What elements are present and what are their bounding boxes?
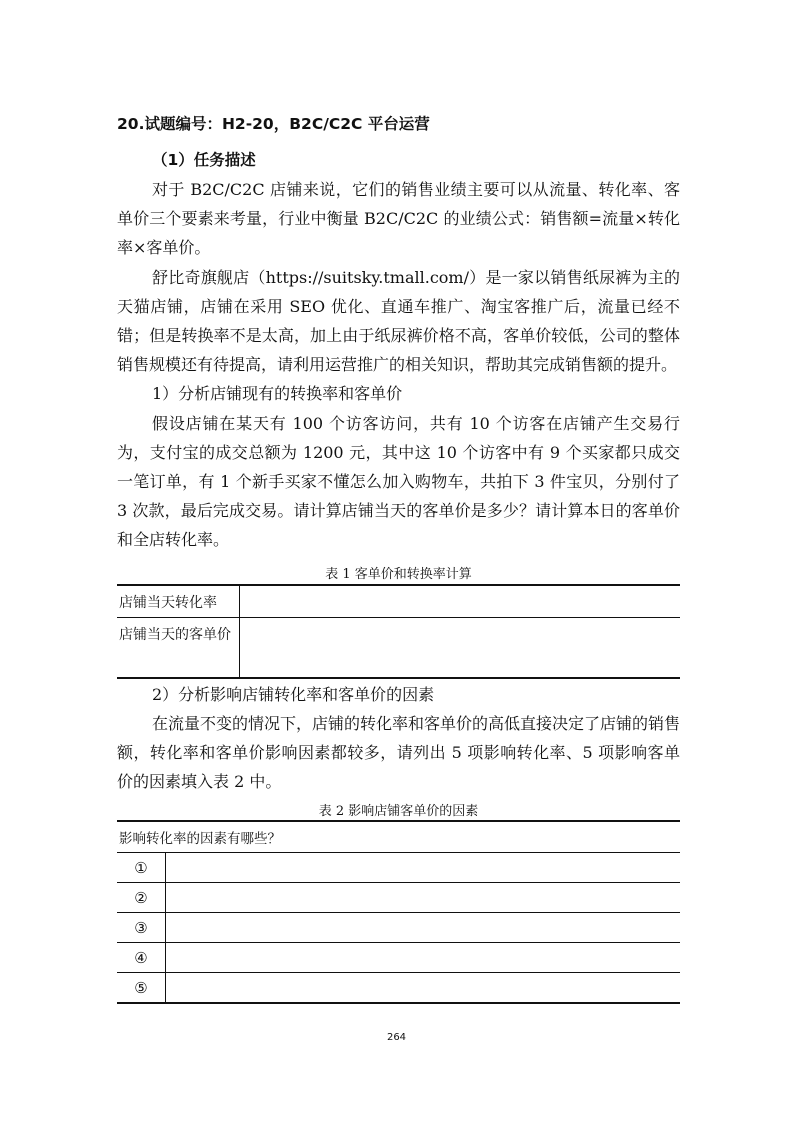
shop-paragraph: 舒比奇旗舰店（https://suitsky.tmall.com/）是一家以销售纸尿裤为主的天猫店铺，店铺在采用 SEO 优化、直通车推广、淘宝客推广后，流量已经不错；但是转换率不是太高，加上由于纸尿裤价格不高，客单价较低，公司的整体销售规模还有待提高，请利用运营推广的相关知识，帮助其完成销售额的提升。 — [117, 268, 680, 374]
table2-answer-cell[interactable] — [166, 943, 681, 973]
intro-paragraph: 对于 B2C/C2C 店铺来说，它们的销售业绩主要可以从流量、转化率、客单价三个要素来考量，行业中衡量 B2C/C2C 的业绩公式：销售额=流量×转化率×客单价。 — [117, 180, 680, 257]
table2-num: ③ — [117, 913, 166, 943]
table1-label-aov: 店铺当天的客单价 — [117, 618, 240, 678]
scenario-paragraph: 假设店铺在某天有 100 个访客访问，共有 10 个访客在店铺产生交易行为，支付宝的成交总额为 1200 元，其中这 10 个访客中有 9 个买家都只成交一笔订单，有 1 个新手买家不懂怎么加入购物车，共拍下 3 件宝贝，分别付了 3 次款，最后完成交易。请计算店铺当天的客单价是多少？请计算本日的客单价和全店转化率。 — [117, 414, 680, 549]
question-heading: 20.试题编号：H2-20，B2C/C2C 平台运营 — [117, 115, 430, 133]
subtask-1-title: 1）分析店铺现有的转换率和客单价 — [152, 384, 403, 403]
table2-row — [117, 853, 680, 883]
table2-header-row — [117, 821, 680, 853]
table2-row — [117, 913, 680, 943]
table2-answer-cell[interactable] — [166, 973, 681, 1004]
table2-num: ⑤ — [117, 973, 166, 1004]
table2-num: ④ — [117, 943, 166, 973]
table2-factors — [117, 820, 680, 1004]
table2-answer-cell[interactable] — [166, 883, 681, 913]
table1-answer-conversion[interactable] — [240, 585, 681, 618]
table2-row — [117, 973, 680, 1004]
table2-answer-cell[interactable] — [166, 913, 681, 943]
task-description-title: （1）任务描述 — [152, 151, 256, 169]
table1-label-conversion: 店铺当天转化率 — [117, 585, 240, 618]
table2-header: 影响转化率的因素有哪些？ — [117, 821, 680, 853]
table2-answer-cell[interactable] — [166, 853, 681, 883]
table1-row-aov — [117, 618, 680, 678]
table1-row-conversion — [117, 585, 680, 618]
table1-conversion-aov — [117, 584, 680, 679]
table1-caption: 表 1 客单价和转换率计算 — [325, 567, 472, 582]
table1-answer-aov[interactable] — [240, 618, 681, 678]
table2-num: ② — [117, 883, 166, 913]
table2-caption: 表 2 影响店铺客单价的因素 — [318, 804, 479, 819]
factors-paragraph: 在流量不变的情况下，店铺的转化率和客单价的高低直接决定了店铺的销售额，转化率和客单价影响因素都较多，请列出 5 项影响转化率、5 项影响客单价的因素填入表 2 中。 — [117, 714, 681, 791]
table2-num: ① — [117, 853, 166, 883]
subtask-2-title: 2）分析影响店铺转化率和客单价的因素 — [152, 685, 435, 704]
table2-row — [117, 883, 680, 913]
table2-row — [117, 943, 680, 973]
page-number: 264 — [386, 1032, 407, 1043]
